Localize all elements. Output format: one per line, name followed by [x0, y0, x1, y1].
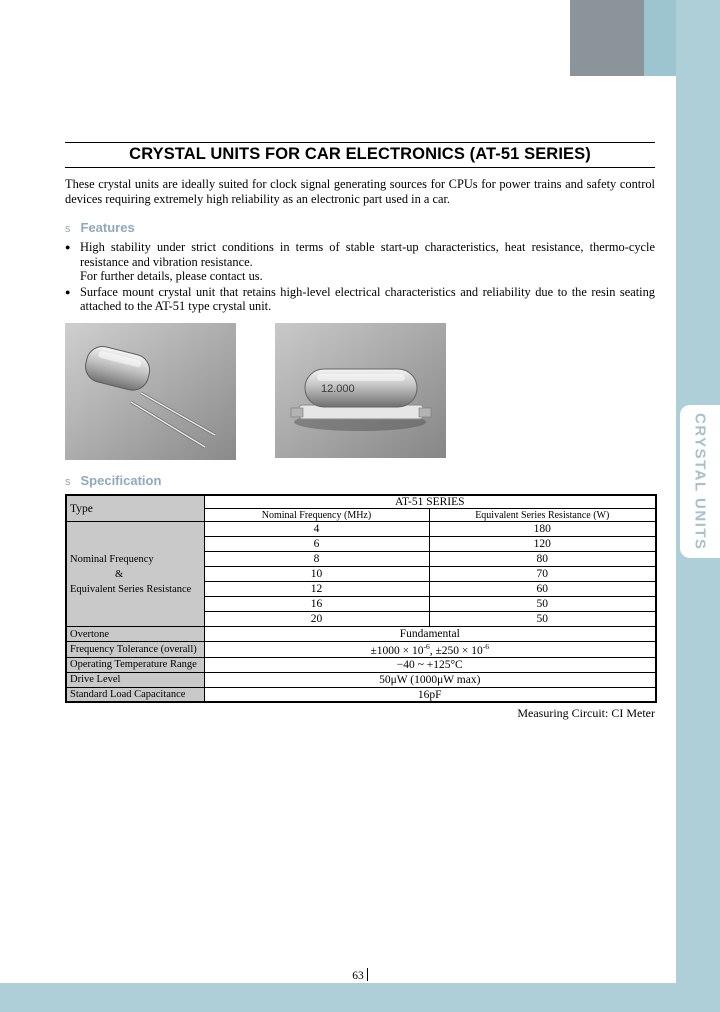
load-capacitance-value-cell: 16pF — [204, 687, 656, 702]
table-row — [66, 627, 656, 642]
photo-leaded-crystal — [65, 323, 236, 460]
page-number — [0, 968, 720, 982]
esr-cell: 120 — [429, 537, 656, 552]
esr-cell: 50 — [429, 597, 656, 612]
esr-cell: 60 — [429, 582, 656, 597]
features-list — [65, 240, 655, 315]
esr-cell: 70 — [429, 567, 656, 582]
table-row — [66, 687, 656, 702]
feature-text — [80, 285, 655, 314]
feature-note: For further details, please contact us. — [80, 269, 263, 284]
sidebar-tab — [680, 405, 720, 558]
bullet-icon: ● — [65, 242, 71, 252]
overtone-value-cell: Fundamental — [204, 627, 656, 642]
table-row — [66, 495, 656, 509]
table-row — [66, 657, 656, 672]
freq-cell: 20 — [204, 612, 429, 627]
freq-column-header: Nominal Frequency (MHz) — [204, 509, 429, 522]
photo-smd-crystal — [275, 323, 446, 458]
group-label-line: Nominal Frequency — [70, 553, 154, 565]
esr-column-header: Equivalent Series Resistance (W) — [429, 509, 656, 522]
table-row — [66, 672, 656, 687]
drive-level-label-cell: Drive Level — [66, 672, 204, 687]
sidebar-label: CRYSTAL UNITS — [691, 412, 709, 551]
table-row — [66, 642, 656, 658]
product-photos — [65, 323, 655, 463]
page-content — [65, 0, 655, 1012]
specification-heading-label: Specification — [80, 473, 162, 488]
feature-item — [65, 285, 655, 314]
smd-crystal-illustration — [275, 323, 446, 458]
temp-range-label-cell: Operating Temperature Range — [66, 657, 204, 672]
freq-cell: 4 — [204, 522, 429, 537]
group-label-line: Equivalent Series Resistance — [70, 583, 192, 595]
esr-cell: 180 — [429, 522, 656, 537]
intro-paragraph: These crystal units are ideally suited for clock signal generating sources for CPUs for power trains and safety control devices requiring extremely high reliability as an electronic part used in a car. — [65, 177, 655, 206]
freq-cell: 16 — [204, 597, 429, 612]
page-title: CRYSTAL UNITS FOR CAR ELECTRONICS (AT-51 SERIES) — [129, 145, 591, 163]
page-number-text: 63 — [352, 970, 364, 982]
tolerance-value-part: ±1000 × 10 — [370, 644, 424, 657]
series-header-cell: AT-51 SERIES — [204, 495, 656, 509]
section-marker-icon: s — [65, 476, 71, 488]
crystal-marking: 12.000 — [321, 383, 355, 395]
load-capacitance-label-cell: Standard Load Capacitance — [66, 687, 204, 702]
features-heading — [65, 220, 135, 235]
measuring-circuit-note: Measuring Circuit: CI Meter — [517, 706, 655, 720]
group-label-line: & — [115, 568, 124, 580]
tolerance-value-part: , ±250 × 10 — [429, 644, 483, 657]
bullet-icon: ● — [65, 286, 71, 297]
tolerance-label-cell: Frequency Tolerance (overall) — [66, 642, 204, 658]
esr-cell: 50 — [429, 612, 656, 627]
specification-table — [65, 494, 657, 703]
freq-cell: 12 — [204, 582, 429, 597]
overtone-label-cell: Overtone — [66, 627, 204, 642]
esr-cell: 80 — [429, 552, 656, 567]
tolerance-exponent: -6 — [423, 642, 430, 651]
type-header-cell: Type — [66, 495, 204, 522]
freq-cell: 10 — [204, 567, 429, 582]
group-label-cell — [66, 522, 204, 627]
drive-level-value-cell: 50μW (1000μW max) — [204, 672, 656, 687]
title-bar — [65, 142, 655, 168]
section-marker-icon: s — [65, 223, 71, 235]
tolerance-exponent: -6 — [482, 642, 490, 651]
feature-line: High stability under strict conditions in terms of stable start-up characteristics, heat resistance, thermo-cycle resistance and vibration resistance. — [80, 240, 655, 269]
freq-cell: 6 — [204, 537, 429, 552]
feature-item — [65, 240, 655, 284]
feature-text — [80, 240, 655, 284]
tolerance-value-cell — [204, 642, 656, 658]
table-row — [66, 522, 656, 537]
temp-range-value-cell: −40 ~ +125°C — [204, 657, 656, 672]
feature-line: Surface mount crystal unit that retains high-level electrical characteristics and reliability due to the resin seating attached to the AT-51 type crystal unit. — [80, 284, 655, 314]
leaded-crystal-illustration — [65, 323, 236, 460]
freq-cell: 8 — [204, 552, 429, 567]
specification-heading — [65, 473, 161, 488]
features-heading-label: Features — [80, 220, 135, 235]
page-number-divider — [367, 968, 368, 981]
